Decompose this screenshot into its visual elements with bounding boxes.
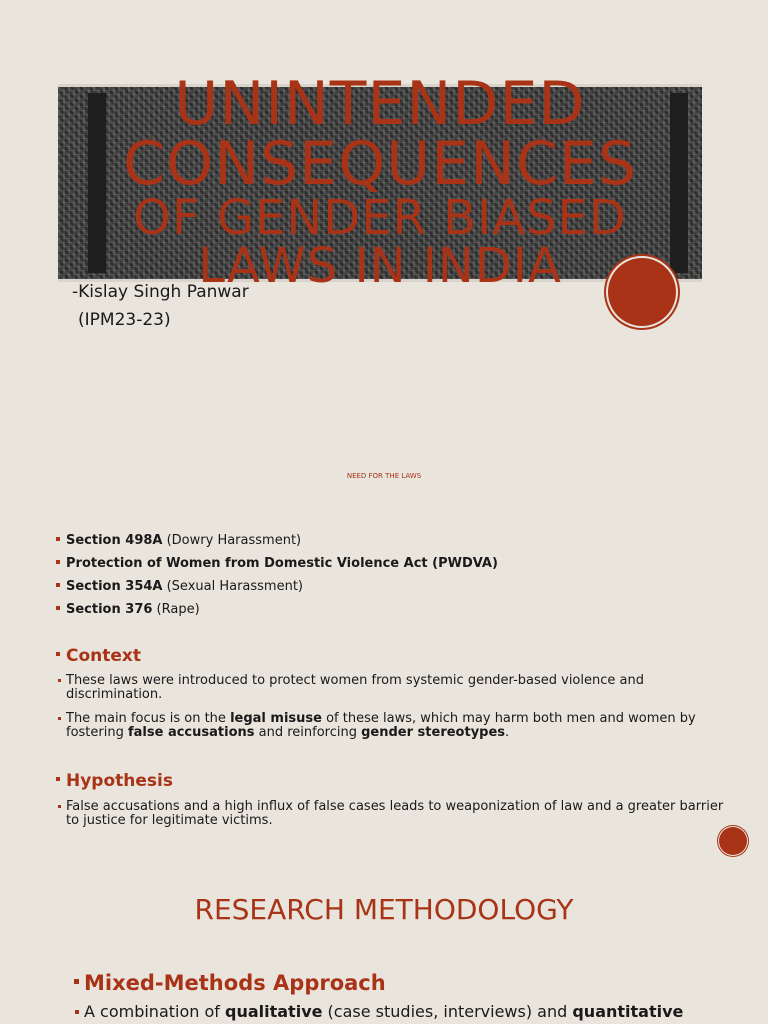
context-heading: Context (54, 646, 141, 666)
list-item: Section 498A (Dowry Harassment) (54, 529, 498, 552)
author-block (72, 278, 249, 334)
mixed-methods-heading: Mixed-Methods Approach (72, 971, 386, 995)
decorative-circle-large (608, 258, 676, 326)
title-line-4: LAWS IN INDIA (198, 238, 562, 294)
author-name: -Kislay Singh Panwar (72, 282, 249, 302)
title-line-1: UNINTENDED (174, 69, 586, 139)
list-item: Section 376 (Rape) (54, 598, 498, 621)
decorative-circle-small (719, 827, 747, 855)
author-id: (IPM23-23) (78, 310, 171, 330)
mixed-methods-paragraph: A combination of qualitative (case studies, interviews) and quantitative (72, 1002, 724, 1022)
title-line-3: OF GENDER BIASED (133, 190, 627, 246)
context-paragraph-1: These laws were introduced to protect women from systemic gender-based violence and discrimination. (54, 674, 726, 702)
hypothesis-heading: Hypothesis (54, 771, 173, 791)
need-for-laws-heading: NEED FOR THE LAWS (346, 472, 422, 480)
hypothesis-paragraph: False accusations and a high influx of false cases leads to weaponization of law and a greater barrier to justice for legitimate victims. (54, 800, 726, 828)
research-methodology-title: RESEARCH METHODOLOGY (194, 893, 574, 926)
list-item: Protection of Women from Domestic Violence Act (PWDVA) (54, 552, 498, 575)
title-line-2: CONSEQUENCES (123, 129, 637, 199)
context-paragraph-2: The main focus is on the legal misuse of these laws, which may harm both men and women by fostering false accusations and reinforcing gender stereotypes. (54, 712, 726, 740)
laws-list (54, 529, 498, 621)
list-item: Section 354A (Sexual Harassment) (54, 575, 498, 598)
